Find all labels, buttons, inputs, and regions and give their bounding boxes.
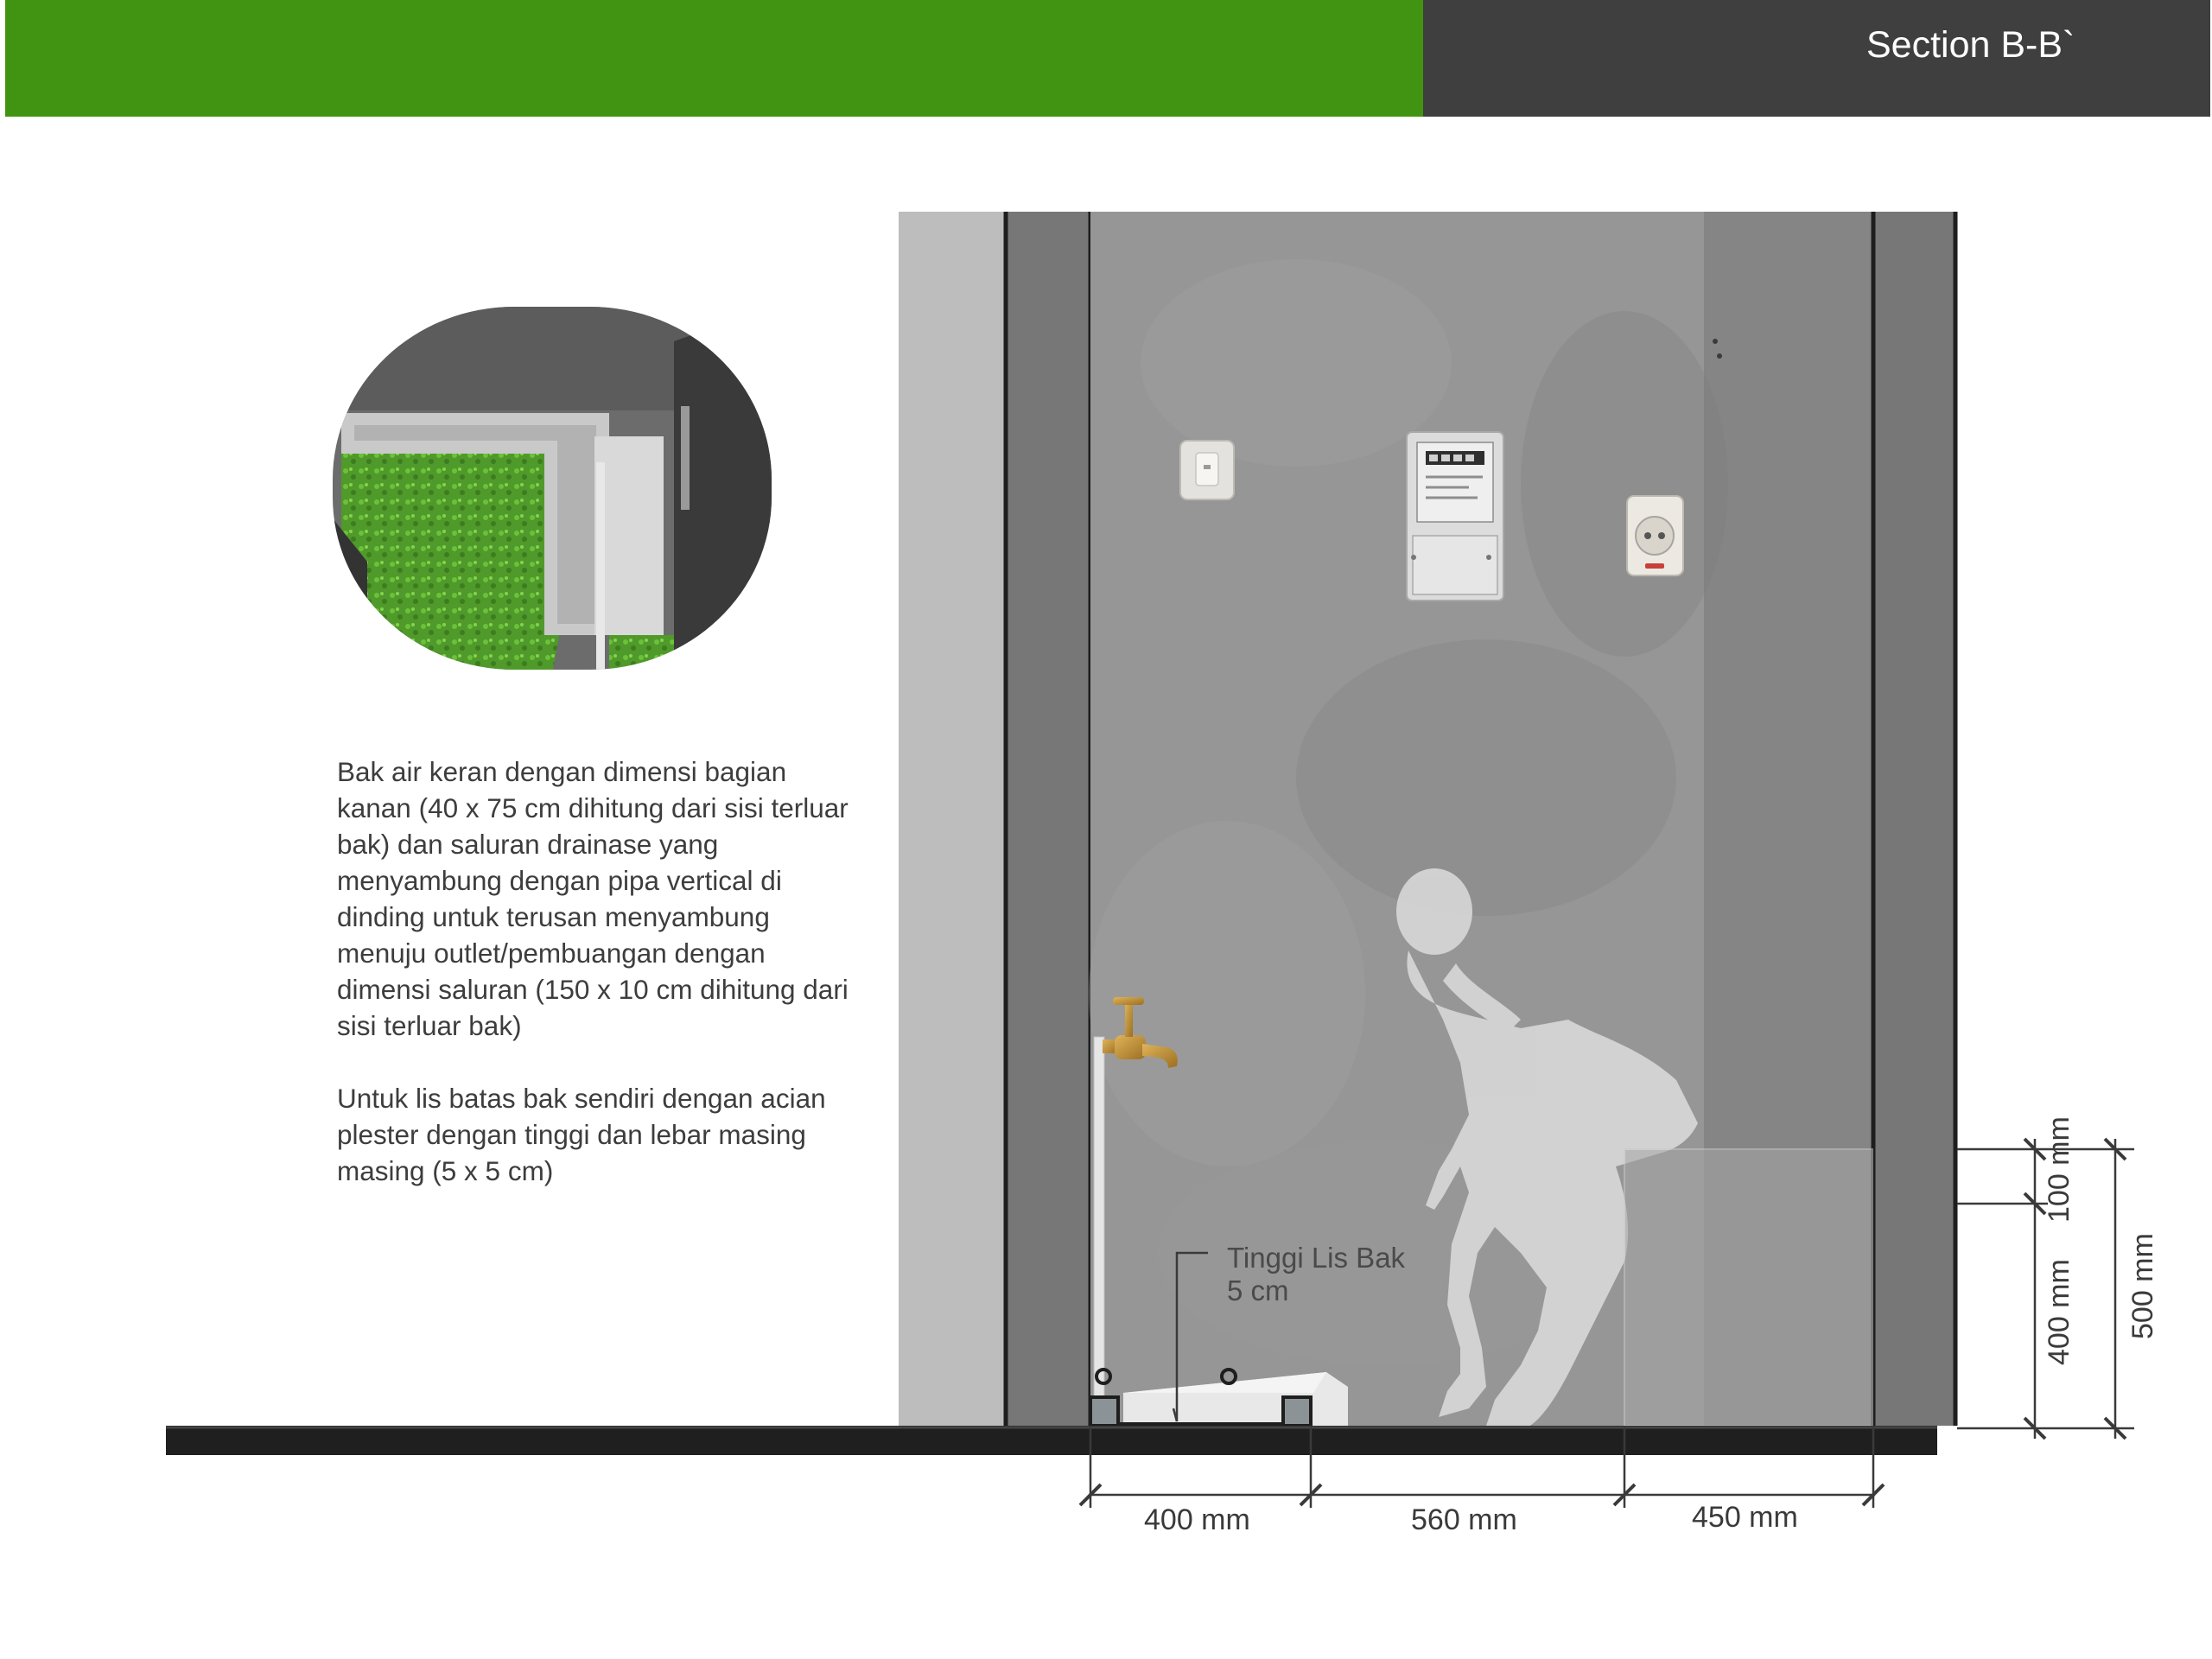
light-switch-icon: [1180, 441, 1234, 499]
dimension-label-box-width: 450 mm: [1692, 1501, 1798, 1534]
electric-meter-icon: [1407, 432, 1503, 601]
description-paragraph-2: Untuk lis batas bak sendiri dengan acian plester dengan tinggi dan lebar masing masing (5 x 5 cm): [337, 1083, 826, 1186]
description-paragraph-1: Bak air keran dengan dimensi bagian kanan (40 x 75 cm dihitung dari sisi terluar bak) dan saluran drainase yang menyambung dengan pipa vertical di dinding untuk terusan menyambung menuju outlet/pembuangan dengan dimensi saluran (150 x 10 cm dihitung dari sisi terluar bak): [337, 756, 849, 1041]
dimension-label-basin-width: 400 mm: [1144, 1503, 1250, 1536]
annotation-label-value: 5 cm: [1227, 1274, 1289, 1306]
perspective-thumbnail: [333, 307, 772, 670]
dimension-label-lip-height: 100 mm: [2043, 1116, 2075, 1223]
page-title: Section B-B`: [1866, 24, 2075, 66]
side-wall: [899, 212, 1007, 1426]
annotation-label-title: Tinggi Lis Bak: [1227, 1242, 1406, 1274]
dimension-label-middle-width: 560 mm: [1411, 1503, 1517, 1536]
raised-tub-box: [1624, 1149, 1872, 1426]
power-outlet-icon: [1627, 496, 1683, 575]
dimension-label-box-height: 400 mm: [2043, 1259, 2075, 1365]
dimension-label-total-height: 500 mm: [2126, 1233, 2159, 1339]
ground-slab: [166, 1426, 1937, 1455]
